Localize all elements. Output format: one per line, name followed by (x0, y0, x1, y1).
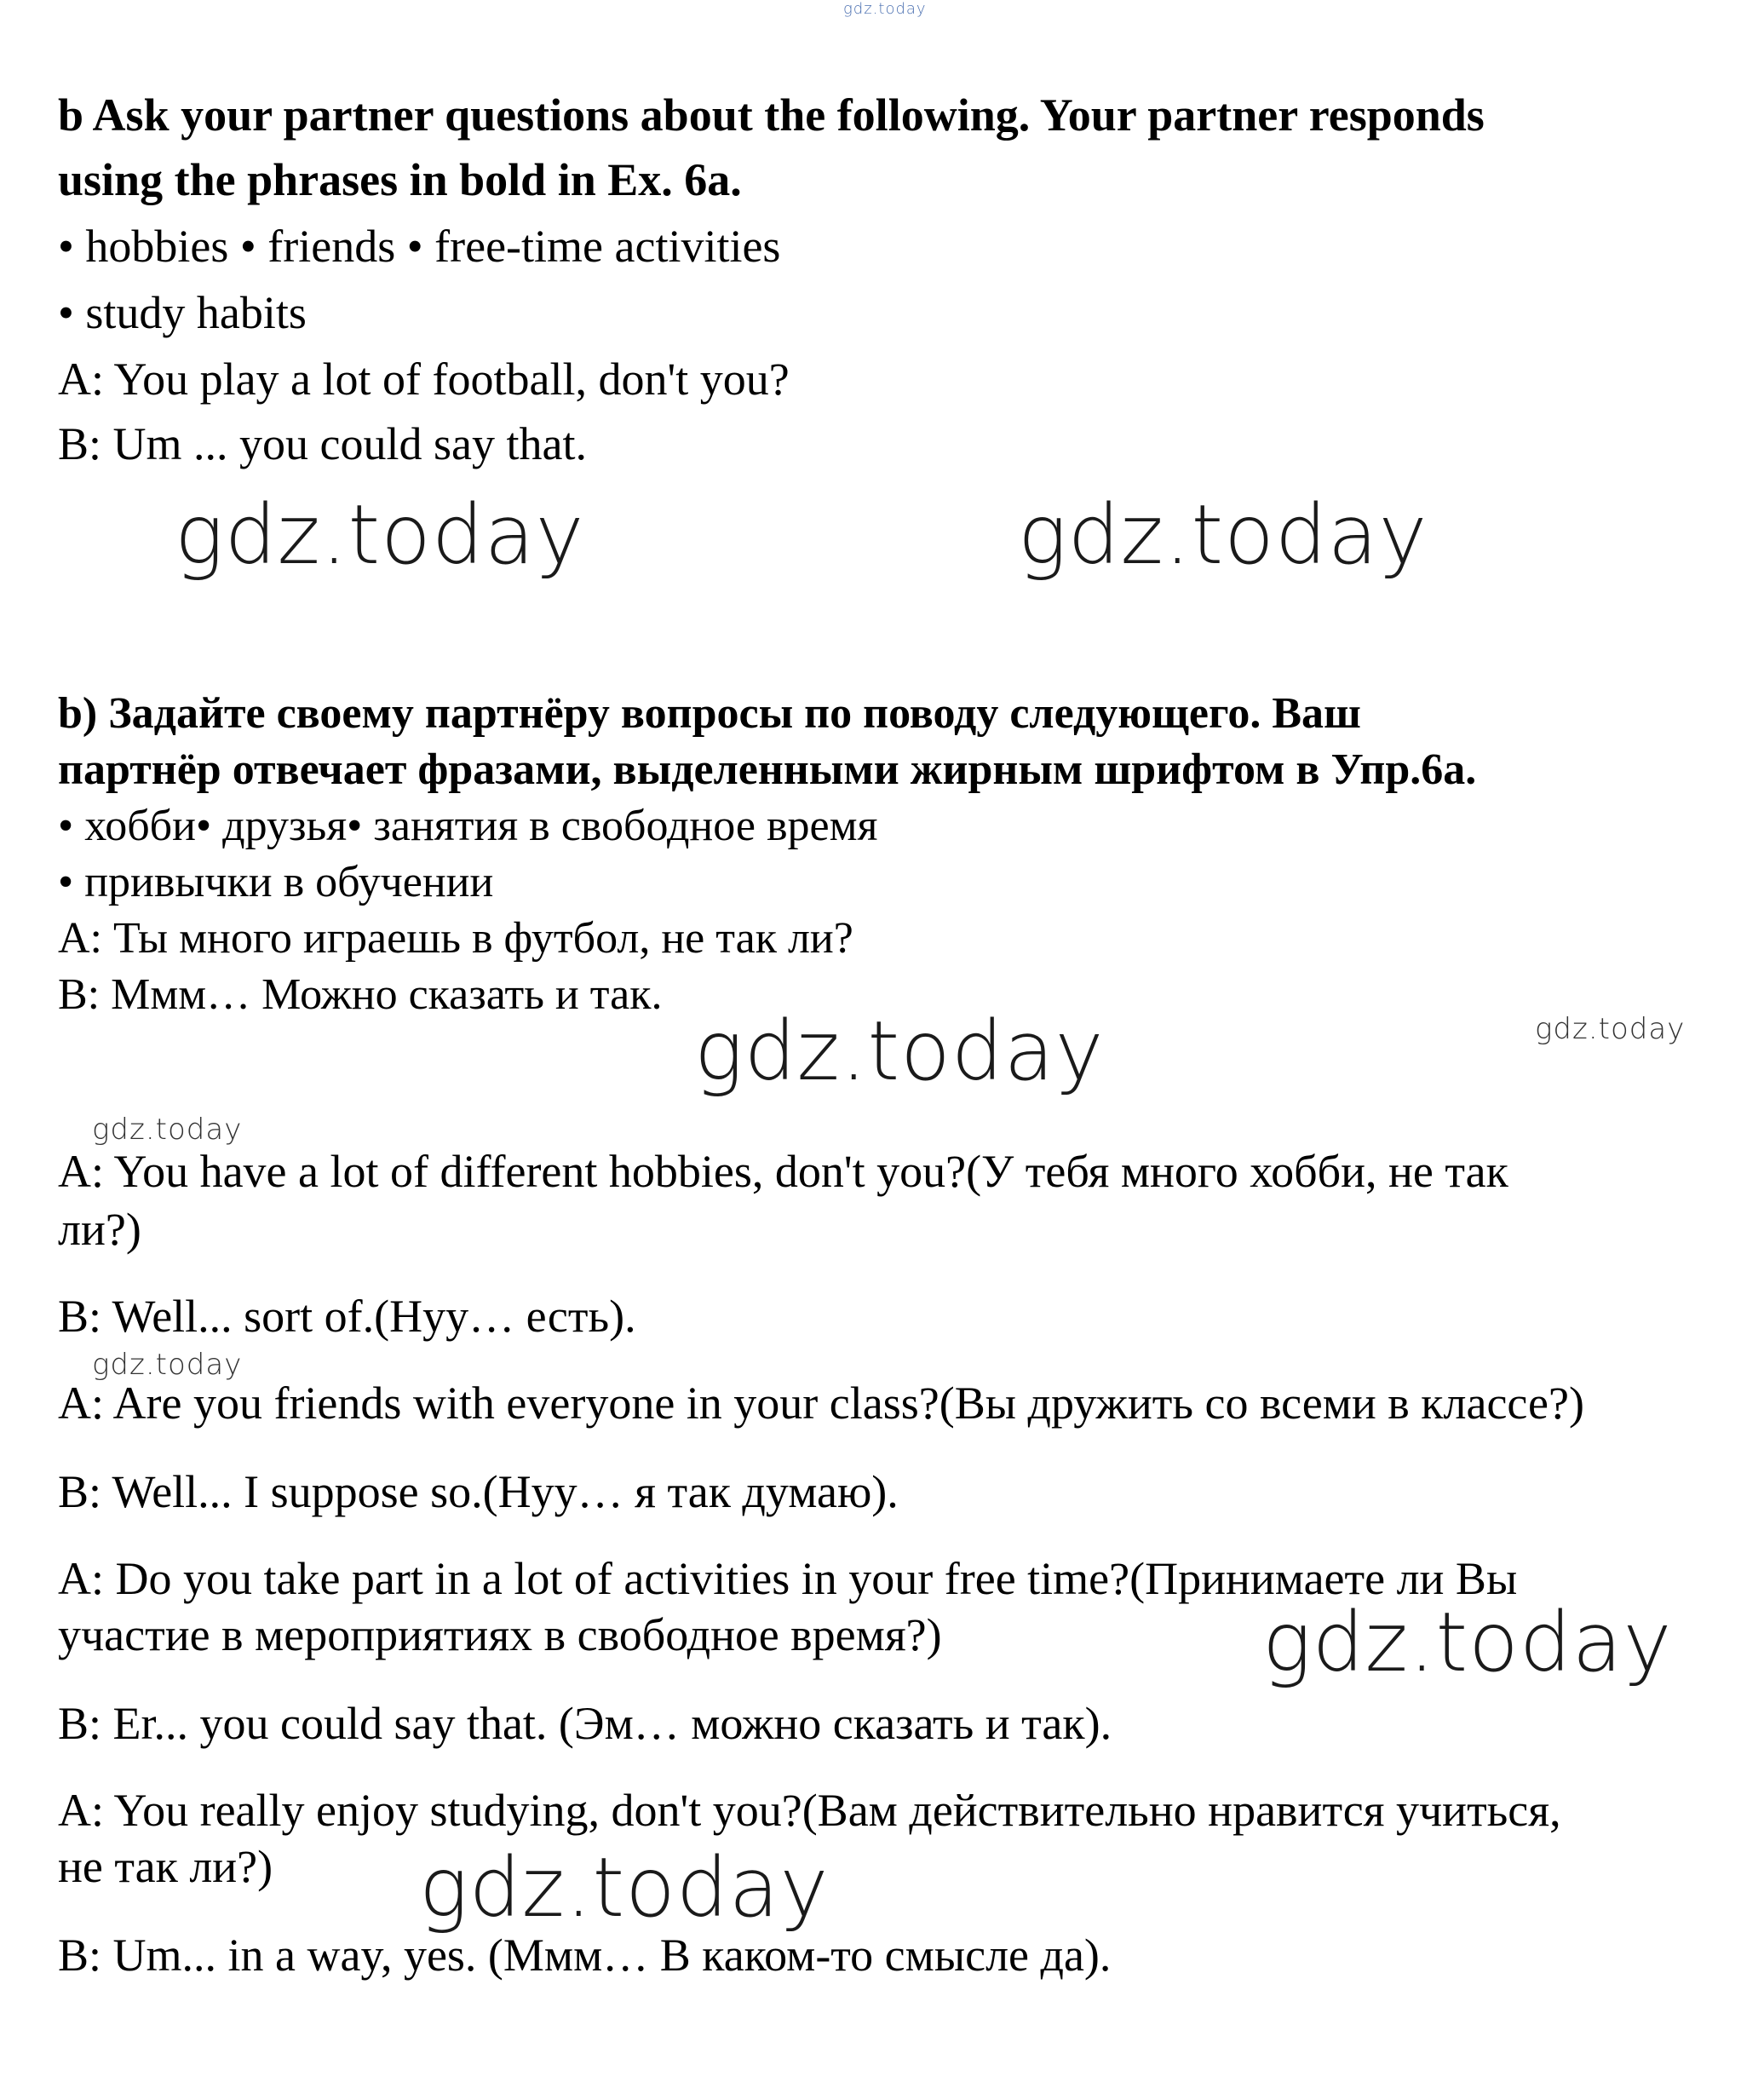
english-topics: • hobbies • friends • free-time activities (58, 221, 781, 272)
dialogue-line-a: не так ли?) (58, 1841, 273, 1892)
english-instruction: using the phrases in bold in Ex. 6a. (58, 154, 742, 205)
english-instruction: b Ask your partner questions about the following. Your partner responds (58, 89, 1485, 141)
dialogue-line-a: A: Do you take part in a lot of activities in your free time?(Принимаете ли Вы (58, 1553, 1518, 1604)
dialogue-line-a: A: You really enjoy studying, don't you?(Вам действительно нравится учиться, (58, 1785, 1561, 1836)
watermark-small: gdz.today (1535, 1012, 1686, 1046)
watermark-small: gdz.today (92, 1348, 243, 1382)
english-example-b: B: Um ... you could say that. (58, 418, 587, 469)
russian-example-b: B: Ммм… Можно сказать и так. (58, 970, 663, 1019)
dialogue-line-a: ли?) (58, 1204, 141, 1255)
dialogue-line-a: A: You have a lot of different hobbies, don't you?(У тебя много хобби, не так (58, 1146, 1508, 1197)
dialogue-line-a: A: Are you friends with everyone in your class?(Вы дружить со всеми в классе?) (58, 1378, 1584, 1429)
watermark-large: gdz.today (1018, 487, 1428, 583)
russian-instruction: партнёр отвечает фразами, выделенными жирным шрифтом в Упр.6а. (58, 745, 1477, 794)
dialogue-line-b: B: Um... in a way, yes. (Ммм… В каком-то смысле да). (58, 1930, 1112, 1981)
russian-topics: • хобби• друзья• занятия в свободное время (58, 802, 878, 850)
dialogue-line-b: B: Well... I suppose so.(Нуу… я так думаю). (58, 1466, 899, 1517)
dialogue-line-a: участие в мероприятиях в свободное время?) (58, 1609, 942, 1660)
russian-topics: • привычки в обучении (58, 858, 494, 906)
watermark-large: gdz.today (419, 1840, 830, 1936)
english-example-a: A: You play a lot of football, don't you? (58, 354, 790, 405)
dialogue-line-b: B: Er... you could say that. (Эм… можно сказать и так). (58, 1698, 1112, 1749)
watermark-top: gdz.today (843, 0, 927, 18)
watermark-small: gdz.today (92, 1113, 243, 1147)
russian-instruction: b) Задайте своему партнёру вопросы по поводу следующего. Ваш (58, 689, 1361, 738)
watermark-large: gdz.today (175, 487, 585, 583)
russian-example-a: A: Ты много играешь в футбол, не так ли? (58, 914, 853, 963)
dialogue-line-b: B: Well... sort of.(Нуу… есть). (58, 1291, 636, 1342)
english-topics: • study habits (58, 287, 307, 338)
watermark-large: gdz.today (694, 1004, 1105, 1099)
watermark-large: gdz.today (1262, 1595, 1673, 1690)
